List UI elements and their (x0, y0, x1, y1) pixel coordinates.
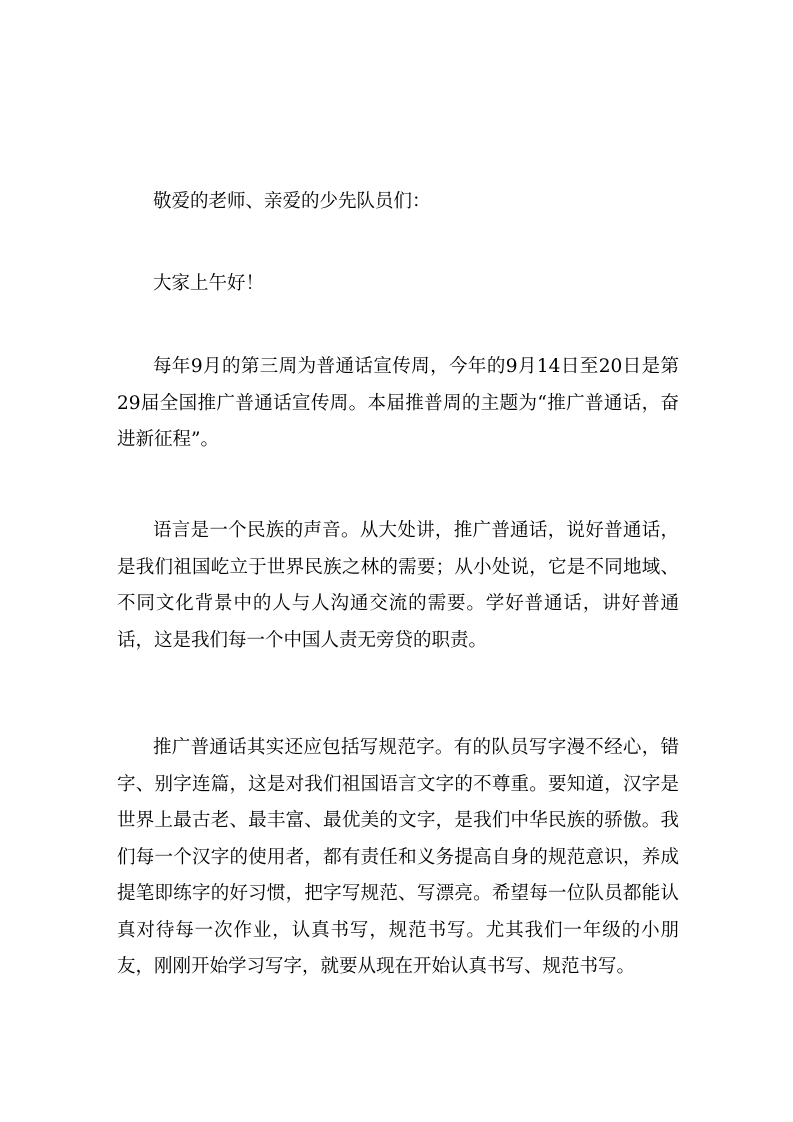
paragraph-standard-characters: 推广普通话其实还应包括写规范字。有的队员写字漫不经心，错字、别字连篇，这是对我们祖国语言文字的不尊重。要知道，汉字是世界上最古老、最丰富、最优美的文字，是我们中华民族的骄傲。我们每一个汉字的使用者，都有责任和义务提高自身的规范意识，养成提笔即练字的好习惯，把字写规范、写漂亮。希望每一位队员都能认真对待每一次作业，认真书写，规范书写。尤其我们一年级的小朋友，刚刚开始学习写字，就要从现在开始认真书写、规范书写。 (117, 737, 679, 977)
greeting: 大家上午好！ (153, 273, 265, 294)
salutation: 敬爱的老师、亲爱的少先队员们： (153, 191, 431, 212)
paragraph-language: 语言是一个民族的声音。从大处讲，推广普通话，说好普通话，是我们祖国屹立于世界民族之林的需要；从小处说，它是不同地域、不同文化背景中的人与人沟通交流的需要。学好普通话，讲好普通话，这是我们每一个中国人责无旁贷的职责。 (117, 520, 679, 651)
paragraph-intro: 每年9月的第三周为普通话宣传周，今年的9月14日至20日是第29届全国推广普通话宣传周。本届推普周的主题为“推广普通话，奋进新征程”。 (117, 356, 679, 450)
